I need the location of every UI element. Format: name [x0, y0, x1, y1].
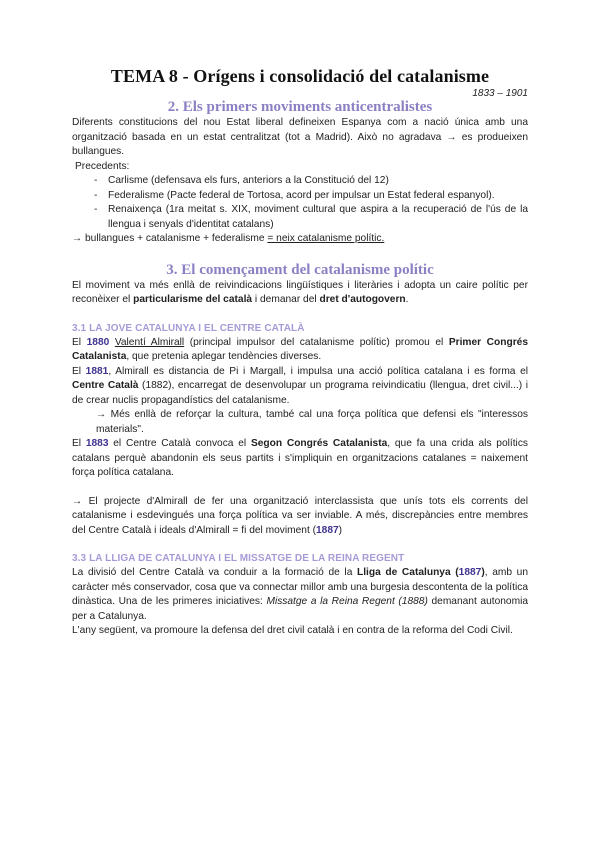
text: demanant autonomia per a Catalunya.: [72, 596, 528, 622]
text: El: [72, 365, 86, 377]
section-2-conclusion: [72, 232, 528, 247]
bold-term: ): [481, 567, 485, 578]
conclusion-text: → bullangues + catalanisme + federalisme: [72, 233, 268, 244]
bold-term: Segon Congrés Catalanista: [250, 438, 388, 449]
text: el Centre Català convoca el: [108, 438, 251, 449]
bold-term: particularisme del català: [133, 294, 253, 305]
paragraph-almirall-project: [72, 495, 528, 539]
text: .: [405, 294, 409, 305]
year: 1881: [85, 365, 109, 377]
document-title: TEMA 8 - Orígens i consolidació del catalanisme: [110, 66, 490, 86]
bold-term: Primer Congrés Catalanista: [72, 336, 528, 362]
italic-title: Missatge a la Reina Regent (1888): [266, 596, 428, 607]
list-item: - Renaixença (1ra meitat s. XIX, moviment cultural que aspira a la recuperació de l'ús de la llengua i senyals d'identitat catalans): [94, 203, 528, 232]
list-item: - Carlisme (defensava els furs, anteriors a la Constitució del 12): [94, 174, 528, 189]
paragraph-1881: [72, 365, 528, 409]
paragraph-1880: [72, 336, 528, 365]
bold-term: dret d'autogovern: [319, 294, 406, 305]
person-name: Valentí Almirall: [114, 336, 185, 348]
text: El: [72, 336, 87, 348]
text: El moviment va més enllà de reivindicacions lingüístiques i literàries i adopta un caire polític per reconèixer el: [72, 279, 528, 305]
text: ): [338, 524, 343, 536]
bold-term: Centre Català: [72, 380, 139, 391]
document-page: [72, 66, 528, 639]
year: 1880: [86, 336, 110, 348]
subsection-3-3-heading: 3.3 LA LLIGA DE CATALUNYA I EL MISSATGE DE LA REINA REGENT: [72, 553, 405, 564]
paragraph-lliga: [72, 566, 528, 624]
text: La divisió del Centre Català va conduir a la formació de la: [72, 567, 357, 578]
section-3-intro: [72, 279, 528, 308]
year: 1887: [316, 524, 339, 536]
conclusion-underlined: = neix catalanisme polític.: [267, 233, 385, 244]
text: (1882), encarregat de desenvolupar un programa reivindicatiu (llengua, dret civil...) i de crear nuclis propagandístics del catalanisme.: [72, 380, 528, 406]
precedents-label: Precedents:: [75, 160, 130, 172]
paragraph-codi-civil: L'any següent, va promoure la defensa del dret civil català i en contra de la reforma del Codi Civil.: [72, 625, 513, 636]
text: i demanar del: [252, 294, 320, 305]
section-2-intro: Diferents constitucions del nou Estat liberal defineixen Espanya com a nació única amb una organització basada en un estat centralitzat (tot a Madrid). Això no agradava → es produeixen bullangues.: [72, 117, 528, 157]
text: , amb un caràcter més conservador, cosa que va connectar millor amb una burgesia descontenta de la política dinàstica. Una de les primeres iniciatives:: [72, 567, 528, 607]
text: , Almirall es distancia de Pi i Margall, i impulsa una acció política catalana i es forma el: [108, 365, 528, 377]
list-item: - Federalisme (Pacte federal de Tortosa, acord per impulsar un Estat federal espanyol).: [94, 189, 528, 204]
text: , que fa una crida als polítics catalans perquè abandonin els seus partits i s'impliquin en organitzacions catalanes = naixement força política catalana.: [72, 438, 529, 478]
subsection-3-1-heading: 3.1 LA JOVE CATALUNYA I EL CENTRE CATALÀ: [72, 322, 305, 334]
text: El: [72, 438, 86, 449]
text: , que pretenia aplegar tendències diverses.: [126, 351, 322, 362]
precedents-list: [72, 174, 528, 232]
text: → El projecte d'Almirall de fer una organització interclassista que unís tots els corrents del catalanisme i esdevingués una força política va ser inviable. A més, discrepàncies entre membres del Centre Català i ideals d'Almirall = fi del moviment (: [72, 495, 528, 536]
bold-term: Lliga de Catalunya (: [357, 567, 459, 578]
text: (principal impulsor del catalanisme polític) promou el: [184, 336, 449, 348]
paragraph-1883: [72, 437, 528, 481]
year: 1887: [458, 567, 482, 578]
year: 1883: [85, 438, 109, 449]
arrow-note: → Més enllà de reforçar la cultura, també cal una força política que defensi els "interessos materials".: [96, 409, 528, 435]
date-range: 1833 – 1901: [472, 88, 528, 99]
section-2-heading: 2. Els primers moviments anticentralistes: [167, 99, 433, 115]
section-3-heading: 3. El començament del catalanisme polític: [166, 261, 434, 278]
